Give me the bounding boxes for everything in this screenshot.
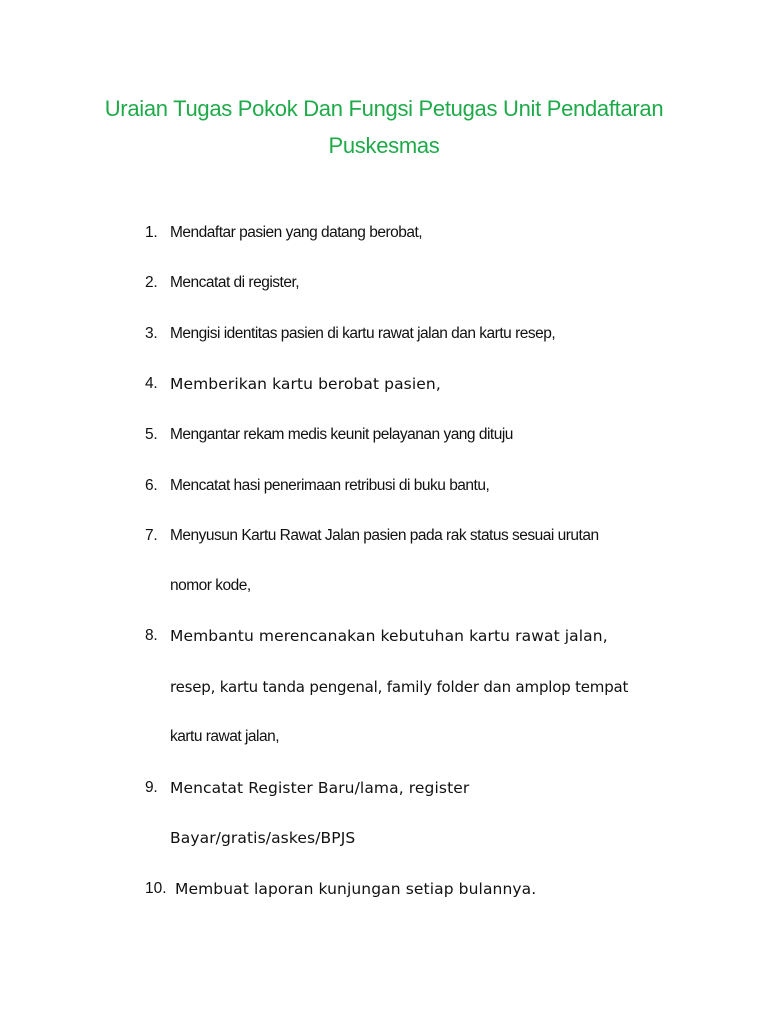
list-text: Mengantar rekam medis keunit pelayanan yang dituju (170, 426, 513, 443)
list-number: 10. (145, 880, 167, 897)
list-number: 5. (145, 426, 158, 443)
title-line-1: Uraian Tugas Pokok Dan Fungsi Petugas Unit Pendaftaran (104, 96, 664, 121)
list-text-continued: resep, kartu tanda pengenal, family folder dan amplop tempat (170, 678, 629, 696)
list-text: Mencatat di register, (170, 274, 300, 291)
list-number: 8. (145, 627, 158, 644)
list-text-continued: nomor kode, (170, 577, 251, 594)
title-line-2: Puskesmas (328, 133, 440, 158)
list-number: 6. (145, 477, 158, 494)
list-number: 3. (145, 325, 158, 342)
list-text-continued: Bayar/gratis/askes/BPJS (170, 829, 356, 847)
list-text: Membantu merencanakan kebutuhan kartu rawat jalan, (170, 627, 608, 645)
list-text: Memberikan kartu berobat pasien, (170, 375, 441, 393)
list-number: 7. (145, 527, 158, 544)
list-text: Mendaftar pasien yang datang berobat, (170, 224, 423, 241)
list-text: Membuat laporan kunjungan setiap bulannya. (175, 880, 537, 898)
list-number: 1. (145, 224, 158, 241)
list-text: Menyusun Kartu Rawat Jalan pasien pada rak status sesuai urutan (170, 527, 599, 544)
list-number: 4. (145, 375, 158, 392)
document-title (60, 90, 708, 164)
list-text: Mencatat hasi penerimaan retribusi di buku bantu, (170, 477, 490, 494)
list-number: 2. (145, 274, 158, 291)
list-text: Mencatat Register Baru/lama, register (170, 779, 470, 797)
list-text-continued: kartu rawat jalan, (170, 728, 280, 745)
list-text: Mengisi identitas pasien di kartu rawat jalan dan kartu resep, (170, 325, 556, 342)
list-number: 9. (145, 779, 158, 796)
